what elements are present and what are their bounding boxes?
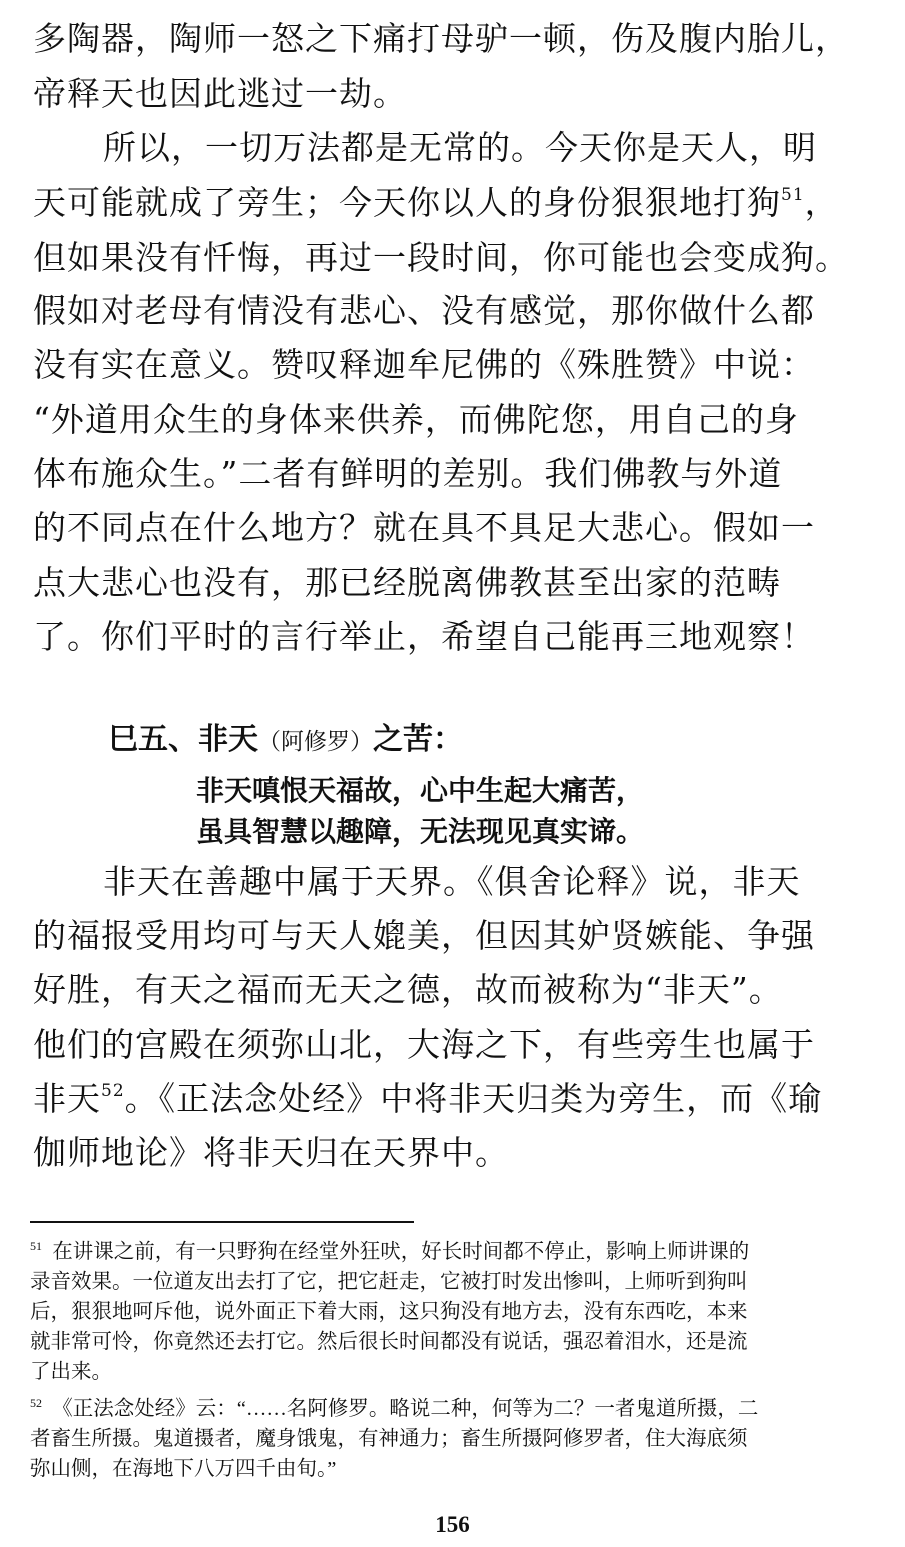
footnote-ref-52[interactable]: 52	[101, 1081, 125, 1101]
page-number: 156	[435, 1512, 470, 1537]
body-line: 但如果没有忏悔，再过一段时间，你可能也会变成狗。	[33, 238, 849, 277]
body-line: 他们的宫殿在须弥山北，大海之下，有些旁生也属于	[33, 1025, 815, 1064]
body-line: 好胜，有天之福而无天之德，故而被称为“非天”。	[33, 970, 783, 1009]
footnote-51-line: 了出来。	[30, 1361, 112, 1383]
footnote-52-line: 弥山侧，在海地下八万四千由旬。”	[30, 1458, 337, 1480]
footnote-51-line: $^{51}$ 在讲课之前，有一只野狗在经堂外狂吠，好长时间都不停止，影响上师讲课的	[30, 1239, 750, 1263]
body-line: “外道用众生的身体来供养，而佛陀您，用自己的身	[33, 400, 799, 439]
body-line: 假如对老母有情没有悲心、没有感觉，那你做什么都	[33, 291, 815, 330]
body-line: 没有实在意义。赞叹释迦牟尼佛的《殊胜赞》中说：	[33, 345, 815, 384]
heading-prefix: 巳五、非天	[108, 722, 258, 757]
body-line: 所以，一切万法都是无常的。今天你是天人，明	[103, 128, 817, 167]
footnote-divider	[30, 1221, 414, 1223]
footnote-52-line: 者畜生所摄。鬼道摄者，魔身饿鬼，有神通力；畜生所摄阿修罗者，住大海底须	[30, 1428, 748, 1450]
footnote-ref-51[interactable]: 51	[781, 185, 805, 205]
footnote-51-line: 后，狠狠地呵斥他，说外面正下着大雨，这只狗没有地方去，没有东西吃，本来	[30, 1301, 748, 1323]
body-line: 多陶器，陶师一怒之下痛打母驴一顿，伤及腹内胎儿，	[33, 19, 849, 58]
footnote-52-line: $^{52}$ 《正法念处经》云：“……名阿修罗。略说二种，何等为二？一者鬼道所摄，二	[30, 1396, 759, 1420]
body-line: 伽师地论》将非天归在天界中。	[33, 1133, 509, 1172]
footnote-number: 52	[30, 1396, 42, 1410]
footnote-number: 51	[30, 1239, 42, 1253]
footnote-51-line: 就非常可怜，你竟然还去打它。然后很长时间都没有说话，强忍着泪水，还是流	[30, 1331, 748, 1353]
body-line: 的不同点在什么地方？就在具不具足大悲心。假如一	[33, 508, 815, 547]
heading-suffix: 之苦：	[373, 722, 463, 757]
body-line: 非天$^{52}$。《正法念处经》中将非天归类为旁生，而《瑜	[33, 1079, 823, 1118]
body-line: 天可能就成了旁生；今天你以人的身份狠狠地打狗$^{51}$，	[33, 183, 839, 222]
footnote-51-line: 录音效果。一位道友出去打了它，把它赶走，它被打时发出惨叫，上师听到狗叫	[30, 1271, 748, 1293]
heading-paren: （阿修罗）	[258, 729, 373, 755]
body-line: 了。你们平时的言行举止，希望自己能再三地观察！	[33, 617, 815, 656]
section-heading	[108, 720, 463, 762]
verse-line: 非天嗔恨天福故，心中生起大痛苦，	[196, 774, 645, 807]
body-line: 体布施众生。”二者有鲜明的差别。我们佛教与外道	[33, 454, 783, 493]
body-line: 帝释天也因此逃过一劫。	[33, 74, 407, 113]
body-line: 点大悲心也没有，那已经脱离佛教甚至出家的范畴	[33, 563, 781, 602]
body-line: 的福报受用均可与天人媲美，但因其妒贤嫉能、争强	[33, 916, 815, 955]
verse-line: 虽具智慧以趣障，无法现见真实谛。	[196, 815, 645, 848]
body-line: 非天在善趣中属于天界。《俱舍论释》说，非天	[103, 862, 801, 901]
